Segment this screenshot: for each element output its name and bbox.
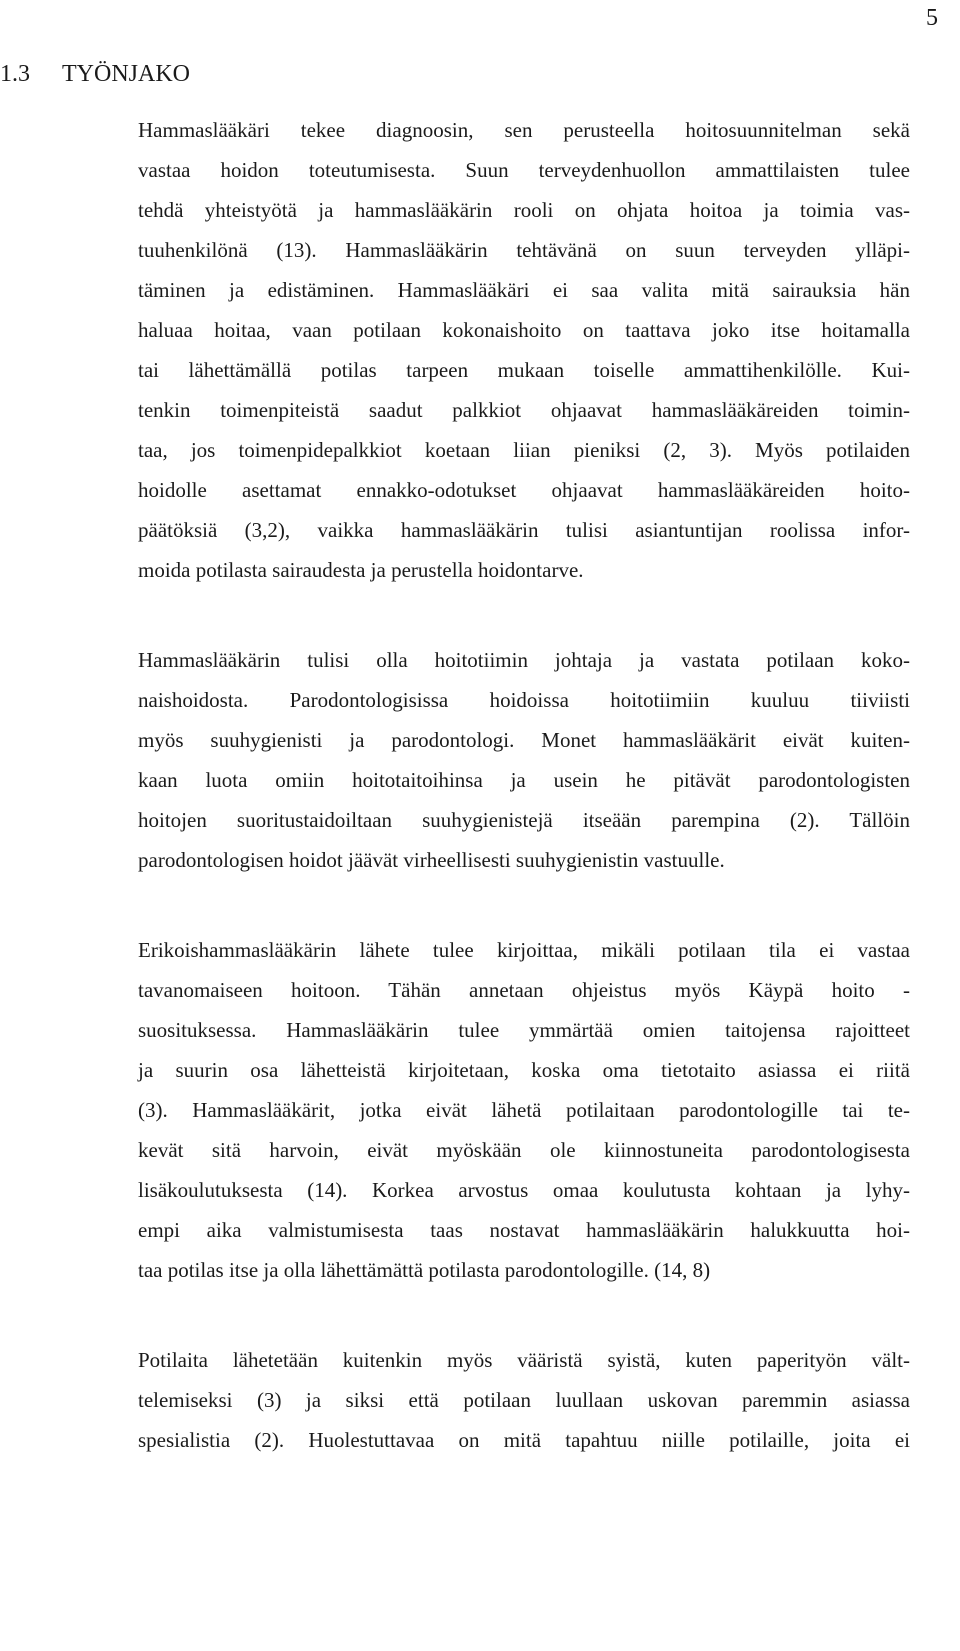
text-line: taa potilas itse ja olla lähettämättä potilasta parodontologille. (14, 8) [138, 1258, 711, 1282]
text-line: hoitojen suoritustaidoiltaan suuhygienistejä itseään parempina (2). Tällöin [138, 808, 910, 832]
text-line: tehdä yhteistyötä ja hammaslääkärin rooli on ohjata hoitoa ja toimia vas- [138, 198, 910, 222]
section-title: TYÖNJAKO [62, 61, 190, 87]
text-line: myös suuhygienisti ja parodontologi. Monet hammaslääkärit eivät kuiten- [138, 728, 910, 752]
text-line: (3). Hammaslääkärit, jotka eivät lähetä potilaitaan parodontologille tai te- [138, 1098, 910, 1122]
text-line: Potilaita lähetetään kuitenkin myös vääristä syistä, kuten paperityön vält- [138, 1348, 910, 1372]
text-line: tai lähettämällä potilas tarpeen mukaan toiselle ammattihenkilölle. Kui- [138, 358, 910, 382]
text-line: moida potilasta sairaudesta ja perustella hoidontarve. [138, 558, 584, 582]
text-line: Hammaslääkäri tekee diagnoosin, sen perusteella hoitosuunnitelman sekä [138, 118, 910, 142]
text-line: kevät sitä harvoin, eivät myöskään ole kiinnostuneita parodontologisesta [138, 1138, 910, 1162]
text-line: tuuhenkilönä (13). Hammaslääkärin tehtävänä on suun terveyden ylläpi- [138, 238, 910, 262]
text-line: suosituksessa. Hammaslääkärin tulee ymmärtää omien taitojensa rajoitteet [138, 1018, 910, 1042]
text-line: vastaa hoidon toteutumisesta. Suun terveydenhuollon ammattilaisten tulee [138, 158, 910, 182]
text-line: tavanomaiseen hoitoon. Tähän annetaan ohjeistus myös Käypä hoito - [138, 978, 910, 1002]
text-line: telemiseksi (3) ja siksi että potilaan luullaan uskovan paremmin asiassa [138, 1388, 910, 1412]
text-line: tenkin toimenpiteistä saadut palkkiot ohjaavat hammaslääkäreiden toimin- [138, 398, 910, 422]
text-line: täminen ja edistäminen. Hammaslääkäri ei saa valita mitä sairauksia hän [138, 278, 910, 302]
text-line: Hammaslääkärin tulisi olla hoitotiimin johtaja ja vastata potilaan koko- [138, 648, 910, 672]
paragraph-wrong-reasons [138, 1340, 910, 1460]
text-line: kaan luota omiin hoitotaitoihinsa ja usein he pitävät parodontologisten [138, 768, 910, 792]
text-line: Erikoishammaslääkärin lähete tulee kirjoittaa, mikäli potilaan tila ei vastaa [138, 938, 910, 962]
text-line: spesialistia (2). Huolestuttavaa on mitä tapahtuu niille potilaille, joita ei [138, 1428, 910, 1452]
section-heading [0, 58, 190, 90]
text-line: naishoidosta. Parodontologisissa hoidoissa hoitotiimiin kuuluu tiiviisti [138, 688, 910, 712]
page-number: 5 [926, 5, 938, 31]
text-line: parodontologisen hoidot jäävät virheellisesti suuhygienistin vastuulle. [138, 848, 725, 872]
paragraph-referral [138, 930, 910, 1290]
text-line: päätöksiä (3,2), vaikka hammaslääkärin tulisi asiantuntijan roolissa infor- [138, 518, 910, 542]
text-line: ja suurin osa lähetteistä kirjoitetaan, koska oma tietotaito asiassa ei riitä [138, 1058, 910, 1082]
paragraph-care-team [138, 640, 910, 880]
text-line: lisäkoulutuksesta (14). Korkea arvostus omaa koulutusta kohtaan ja lyhy- [138, 1178, 910, 1202]
document-body [138, 110, 910, 1510]
paragraph-work-division [138, 110, 910, 590]
text-line: hoidolle asettamat ennakko-odotukset ohjaavat hammaslääkäreiden hoito- [138, 478, 910, 502]
text-line: haluaa hoitaa, vaan potilaan kokonaishoito on taattava joko itse hoitamalla [138, 318, 910, 342]
section-number: 1.3 [0, 61, 30, 87]
text-line: empi aika valmistumisesta taas nostavat hammaslääkärin halukkuutta hoi- [138, 1218, 910, 1242]
text-line: taa, jos toimenpidepalkkiot koetaan liian pieniksi (2, 3). Myös potilaiden [138, 438, 910, 462]
